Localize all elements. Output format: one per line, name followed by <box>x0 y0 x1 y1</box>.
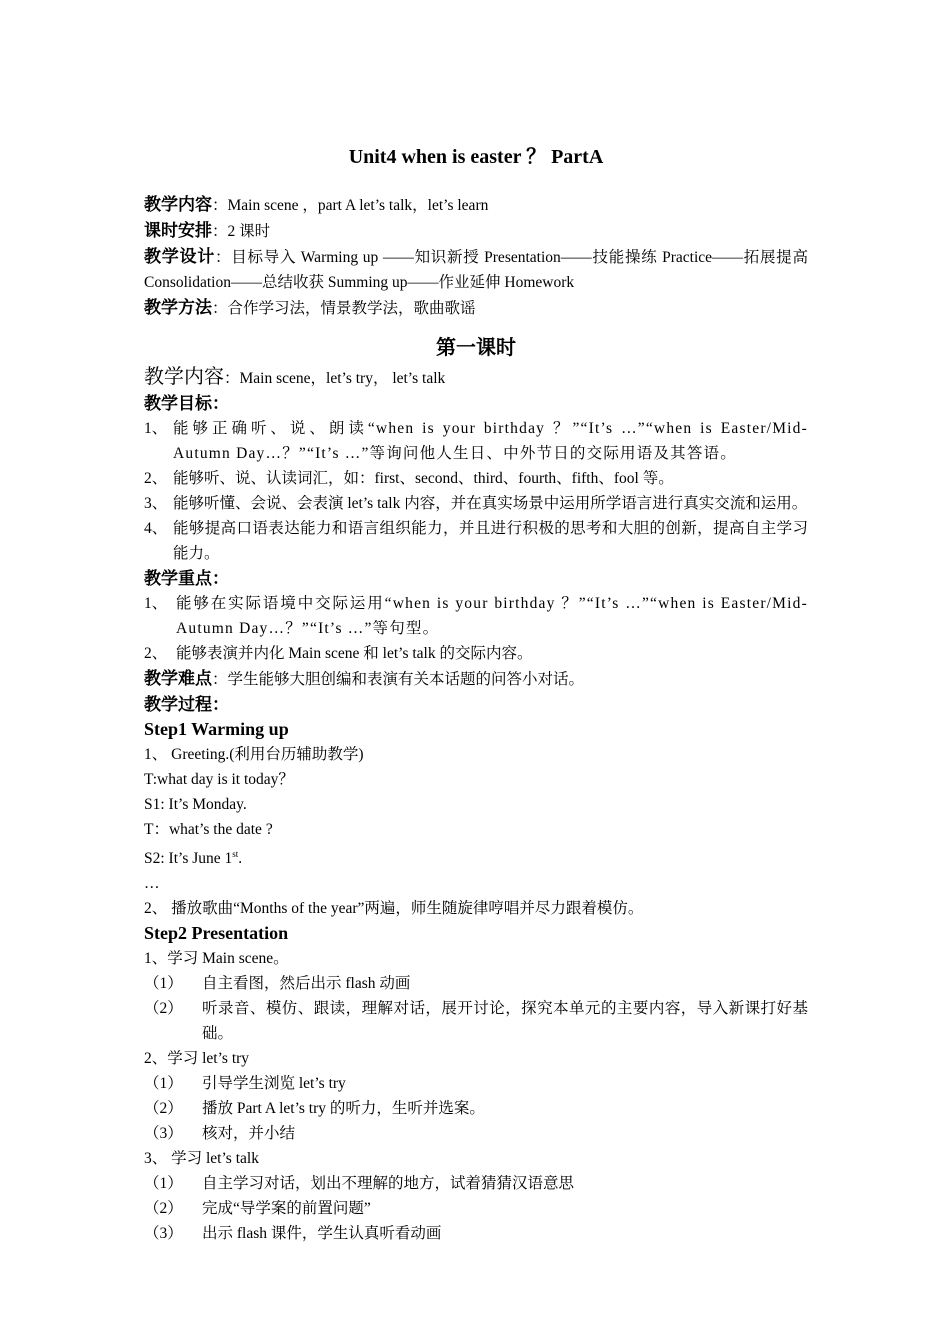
goal-number: 2、 <box>144 470 168 487</box>
meta-text: ：合作学习法，情景教学法，歌曲歌谣 <box>212 300 476 317</box>
key-point-number: 2、 <box>144 645 168 662</box>
meta-text: ：Main scene ，part A let’s talk，let’s learn <box>212 197 489 214</box>
subitem-text: 自主学习对话，划出不理解的地方，试着猜猜汉语意思 <box>202 1175 575 1193</box>
difficulty-line <box>144 666 808 692</box>
step2-subitem <box>144 1096 808 1121</box>
step2-subitem <box>144 1221 808 1246</box>
goal-text: 能够听懂、会说、会表演 let’s talk 内容，并在真实场景中运用所学语言进行真实交流和运用。 <box>173 495 808 512</box>
step1-title: Step1 Warming up <box>144 719 289 739</box>
goal-item <box>144 516 808 566</box>
subitem-text: 核对，并小结 <box>202 1125 296 1143</box>
step2-group-head: 2、学习 let’s try <box>144 1050 250 1068</box>
subitem-number: （2） <box>144 1200 183 1218</box>
dialog-line <box>144 842 808 871</box>
step1-item: 2、 播放歌曲“Months of the year”两遍，师生随旋律哼唱并尽力跟着模仿。 <box>144 900 644 918</box>
subitem-number: （3） <box>144 1225 183 1243</box>
key-point-item <box>144 641 808 666</box>
meta-design <box>144 244 808 295</box>
step2-title: Step2 Presentation <box>144 923 289 944</box>
goal-number: 1、 <box>144 420 168 437</box>
step2-subitem <box>144 1121 808 1146</box>
content-label: 教学内容 <box>144 366 224 388</box>
subitem-text: 引导学生浏览 let’s try <box>202 1075 346 1093</box>
key-point-text: 能够表演并内化 Main scene 和 let’s talk 的交际内容。 <box>176 645 533 662</box>
meta-method <box>144 295 808 321</box>
step2-group-head: 3、 学习 let’s talk <box>144 1150 259 1168</box>
key-point-text: 能够在实际语境中交际运用“when is your birthday ？”“It’s …”“when is Easter/Mid-Autumn Day…？”“It’s …”等句型。 <box>176 595 808 637</box>
meta-label: 教学设计 <box>144 247 215 266</box>
key-point-item <box>144 591 808 641</box>
key-points-heading: 教学重点： <box>144 569 229 588</box>
key-point-number: 1、 <box>144 595 168 612</box>
ellipsis: … <box>144 875 160 893</box>
step2-subitem <box>144 1196 808 1221</box>
goal-item <box>144 491 808 516</box>
content-text: ：Main scene，let’s try， let’s talk <box>224 370 446 387</box>
process-heading: 教学过程： <box>144 695 229 714</box>
lesson-content <box>144 365 808 391</box>
meta-label: 教学内容 <box>144 195 212 214</box>
goal-number: 4、 <box>144 520 168 537</box>
document-page <box>144 122 808 1246</box>
meta-content <box>144 192 808 218</box>
step2-subitem <box>144 971 808 996</box>
difficulty-text: ：学生能够大胆创编和表演有关本话题的问答小对话。 <box>212 671 585 688</box>
goal-text: 能够正确听、说、朗读“when is your birthday ？”“It’s …”“when is Easter/Mid-Autumn Day…？”“It’s …”等询问他人生日、中外节日的交际用语及其答语。 <box>173 420 808 462</box>
subitem-number: （1） <box>144 1175 183 1193</box>
lesson-title: 第一课时 <box>436 337 516 359</box>
step2-subitem <box>144 996 808 1046</box>
goal-text: 能够提高口语表达能力和语言组织能力，并且进行积极的思考和大胆的创新，提高自主学习能力。 <box>173 520 808 562</box>
difficulty-label: 教学难点 <box>144 669 212 688</box>
subitem-number: （2） <box>144 1100 183 1118</box>
goal-text: 能够听、说、认读词汇，如：first、second、third、fourth、fifth、fool 等。 <box>173 470 674 487</box>
ordinal-suffix: st <box>232 849 239 859</box>
dialog-line: T:what day is it today？ <box>144 771 294 788</box>
step2-group-head: 1、学习 Main scene。 <box>144 950 289 968</box>
dialog-line: S1: It’s Monday. <box>144 796 247 813</box>
dialog-line: T：what’s the date ? <box>144 821 273 838</box>
subitem-text: 听录音、模仿、跟读，理解对话，展开讨论，探究本单元的主要内容，导入新课打好基础。 <box>202 1000 808 1043</box>
dialog-end: . <box>238 850 243 868</box>
step2-subitem <box>144 1071 808 1096</box>
subitem-text: 播放 Part A let’s try 的听力，生听并选案。 <box>202 1100 485 1118</box>
step2-subitem <box>144 1171 808 1196</box>
subitem-text: 出示 flash 课件，学生认真听看动画 <box>202 1225 442 1243</box>
subitem-number: （2） <box>144 1000 183 1018</box>
meta-label: 教学方法 <box>144 298 212 317</box>
step1-item: 1、 Greeting.(利用台历辅助教学) <box>144 746 364 763</box>
goal-number: 3、 <box>144 495 168 512</box>
subitem-number: （1） <box>144 975 183 993</box>
meta-text: ：目标导入 Warming up ——知识新授 Presentation——技能操练 Practice——拓展提高 Consolidation——总结收获 Summing up——作业延伸 Homework <box>144 249 808 291</box>
goals-heading: 教学目标： <box>144 394 229 413</box>
meta-text: ：2 课时 <box>212 223 271 240</box>
subitem-number: （3） <box>144 1125 183 1143</box>
meta-label: 课时安排 <box>144 221 212 240</box>
document-title: Unit4 when is easter ？ PartA <box>348 146 604 168</box>
goal-item <box>144 466 808 491</box>
meta-schedule <box>144 218 808 244</box>
subitem-text: 完成“导学案的前置问题” <box>202 1200 371 1218</box>
dialog-text: S2: It’s June 1 <box>144 850 233 868</box>
subitem-text: 自主看图，然后出示 flash 动画 <box>202 975 411 993</box>
subitem-number: （1） <box>144 1075 183 1093</box>
goal-item <box>144 416 808 466</box>
